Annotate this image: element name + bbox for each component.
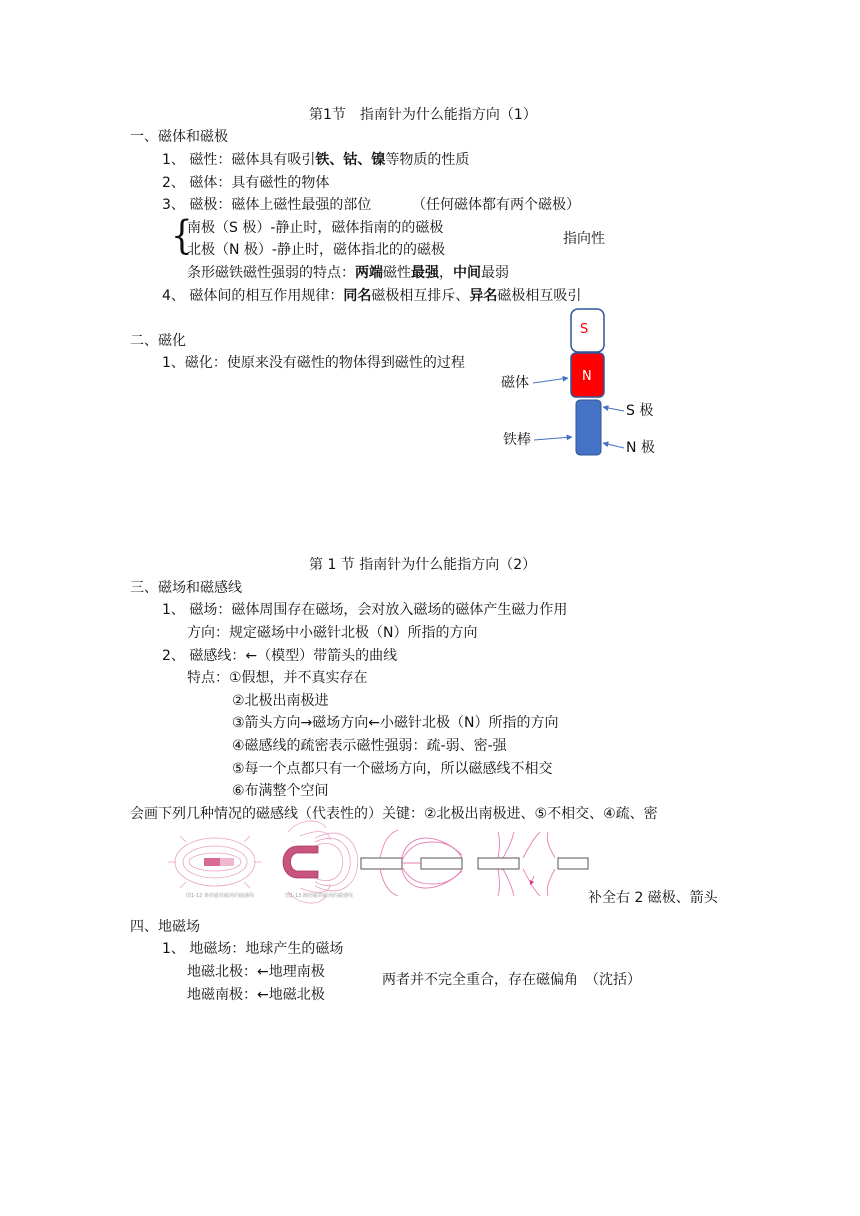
brace: { [171, 213, 193, 259]
declination-note: 两者并不完全重合，存在磁偏角 （沈括） [382, 972, 641, 988]
heading-magnetization: 二、磁化 [130, 333, 186, 349]
field-line-def: 2、 磁感线：←（模型）带箭头的曲线 [162, 648, 398, 664]
rod-arrow [534, 437, 572, 440]
section2-title: 第 1 节 指南针为什么能指方向（2） [309, 557, 537, 573]
section1-title: 第1节 指南针为什么能指方向（1） [309, 107, 537, 123]
field-direction: 方向：规定磁场中小磁针北极（N）所指的方向 [187, 625, 478, 641]
fig1-caption: 图1-12 条形磁铁磁场的磁感线 [186, 893, 254, 899]
magnetization-def: 1、磁化：使原来没有磁性的物体得到磁性的过程 [162, 355, 465, 371]
s-pole-arrow [603, 407, 624, 411]
iron-rod-label: 铁棒 [503, 432, 531, 448]
draw-instruction: 会画下列几种情况的磁感线（代表性的）关键：②北极出南极进、⑤不相交、④疏、密 [130, 806, 658, 822]
directivity-label: 指向性 [563, 231, 605, 247]
feature-5: ⑤每一个点都只有一个磁场方向，所以磁感线不相交 [232, 761, 553, 777]
n-pole-arrow [603, 443, 624, 448]
magnet-arrow [533, 378, 568, 383]
fig2-caption: 图1-13 蹄形磁铁磁场的磁感线 [285, 893, 353, 899]
feature-4: ④磁感线的疏密表示磁性强弱：疏-弱、密-强 [232, 738, 507, 754]
heading-geomagnetic: 四、地磁场 [130, 919, 200, 935]
horseshoe-magnet-field-figure [283, 821, 358, 903]
geomagnetic-north: 地磁北极：←地理南极 [187, 964, 325, 980]
feature-1: 特点：①假想，并不真实存在 [187, 670, 368, 686]
field-def: 1、 磁场：磁体周围存在磁场，会对放入磁场的磁体产生磁力作用 [162, 602, 568, 618]
iron-rod [576, 400, 601, 455]
item-pole: 3、 磁极：磁体上磁性最强的部位 [162, 197, 372, 213]
magnet-s-label: S [580, 322, 589, 337]
pole-note: （任何磁体都有两个磁极） [412, 197, 580, 213]
north-pole-def: 北极（N 极）-静止时，磁体指北的的磁极 [187, 242, 445, 258]
heading-field-lines: 三、磁场和磁感线 [130, 580, 242, 596]
item-magnetism: 1、 磁性：磁体具有吸引铁、钴、镍等物质的性质 [162, 152, 470, 168]
bar-magnet-feature: 条形磁铁磁性强弱的特点：两端磁性最强，中间最弱 [187, 265, 509, 281]
feature-3: ③箭头方向→磁场方向←小磁针北极（N）所指的方向 [232, 715, 559, 731]
geomagnetic-south: 地磁南极：←地磁北极 [187, 987, 325, 1003]
s-pole-label: S 极 [626, 403, 654, 419]
magnet-n-label: N [582, 369, 592, 384]
bar-magnet-field-figure [168, 836, 262, 888]
interaction-rule: 4、 磁体间的相互作用规律：同名磁极相互排斥、异名磁极相互吸引 [162, 288, 582, 304]
feature-2: ②北极出南极进 [232, 693, 329, 709]
complete-note: 补全右 2 磁极、箭头 [588, 890, 718, 906]
item-magnet: 2、 磁体：具有磁性的物体 [162, 175, 330, 191]
opposite-poles-field-figure [380, 830, 588, 896]
n-pole-label: N 极 [626, 440, 655, 456]
feature-6: ⑥布满整个空间 [232, 783, 329, 799]
magnet-label: 磁体 [501, 375, 529, 391]
like-poles-field-figure [361, 858, 462, 869]
south-pole-def: 南极（S 极）-静止时，磁体指南的的磁极 [187, 220, 444, 236]
geomagnetic-def: 1、 地磁场：地球产生的磁场 [162, 941, 344, 957]
heading-magnets-poles: 一、磁体和磁极 [130, 129, 228, 145]
